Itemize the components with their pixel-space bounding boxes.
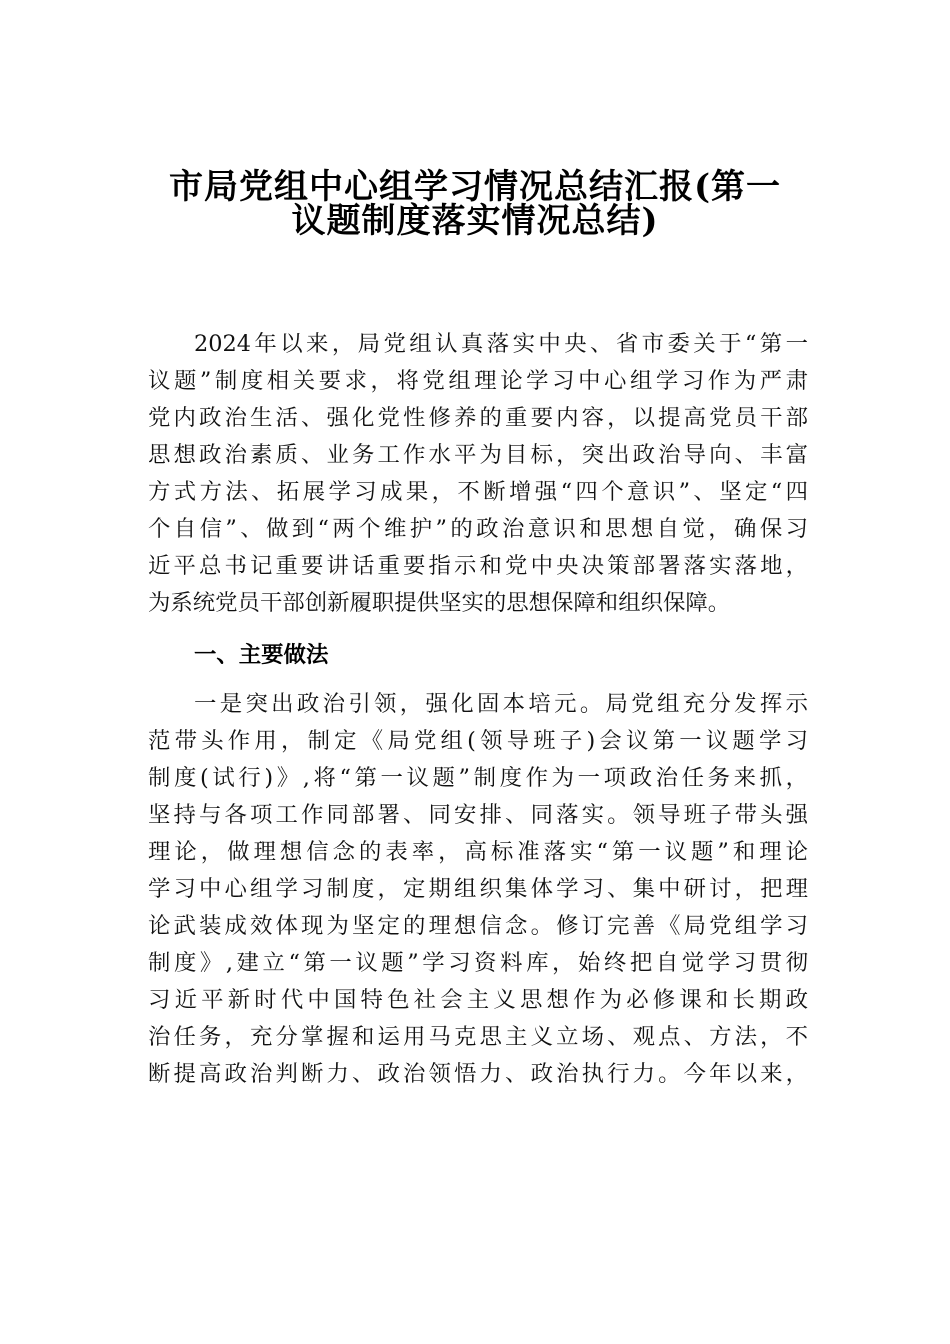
intro-paragraph-line: 个自信”、做到“两个维护”的政治意识和思想自觉，确保习 — [148, 516, 808, 542]
section-paragraph-line: 坚持与各项工作同部署、同安排、同落实。领导班子带头强 — [148, 802, 808, 828]
section-paragraph-line: 一是突出政治引领，强化固本培元。局党组充分发挥示 — [194, 691, 808, 717]
section-paragraph-line: 理论，做理想信念的表率，高标准落实“第一议题”和理论 — [148, 839, 808, 865]
section-paragraph-line: 论武装成效体现为坚定的理想信念。修订完善《局党组学习 — [148, 913, 808, 939]
intro-paragraph-line: 党内政治生活、强化党性修养的重要内容，以提高党员干部 — [148, 405, 808, 431]
intro-paragraph-line: 思想政治素质、业务工作水平为目标，突出政治导向、丰富 — [148, 442, 808, 468]
document-title-line-2: 议题制度落实情况总结) — [291, 201, 659, 241]
intro-paragraph-line: 近平总书记重要讲话重要指示和党中央决策部署落实落地， — [148, 553, 808, 579]
section-paragraph-line: 习近平新时代中国特色社会主义思想作为必修课和长期政 — [148, 987, 808, 1013]
section-heading: 一、主要做法 — [194, 642, 329, 668]
section-paragraph-line: 学习中心组学习制度，定期组织集体学习、集中研讨，把理 — [148, 876, 808, 902]
intro-paragraph-line: 为系统党员干部创新履职提供坚实的思想保障和组织保障。 — [148, 590, 731, 616]
section-paragraph-line: 范带头作用，制定《局党组(领导班子)会议第一议题学习 — [148, 728, 808, 754]
section-paragraph-line: 断提高政治判断力、政治领悟力、政治执行力。今年以来， — [148, 1061, 808, 1087]
intro-paragraph-line: 方式方法、拓展学习成果，不断增强“四个意识”、坚定“四 — [148, 479, 808, 505]
document-title-line-1: 市局党组中心组学习情况总结汇报(第一 — [168, 167, 782, 207]
section-paragraph-line: 治任务，充分掌握和运用马克思主义立场、观点、方法，不 — [148, 1024, 808, 1050]
intro-paragraph-line: 议题”制度相关要求，将党组理论学习中心组学习作为严肃 — [148, 368, 808, 394]
section-paragraph-line: 制度(试行)》,将“第一议题”制度作为一项政治任务来抓， — [148, 765, 808, 791]
intro-paragraph-line: 2024年以来，局党组认真落实中央、省市委关于“第一 — [194, 331, 808, 357]
section-paragraph-line: 制度》,建立“第一议题”学习资料库，始终把自觉学习贯彻 — [148, 950, 808, 976]
